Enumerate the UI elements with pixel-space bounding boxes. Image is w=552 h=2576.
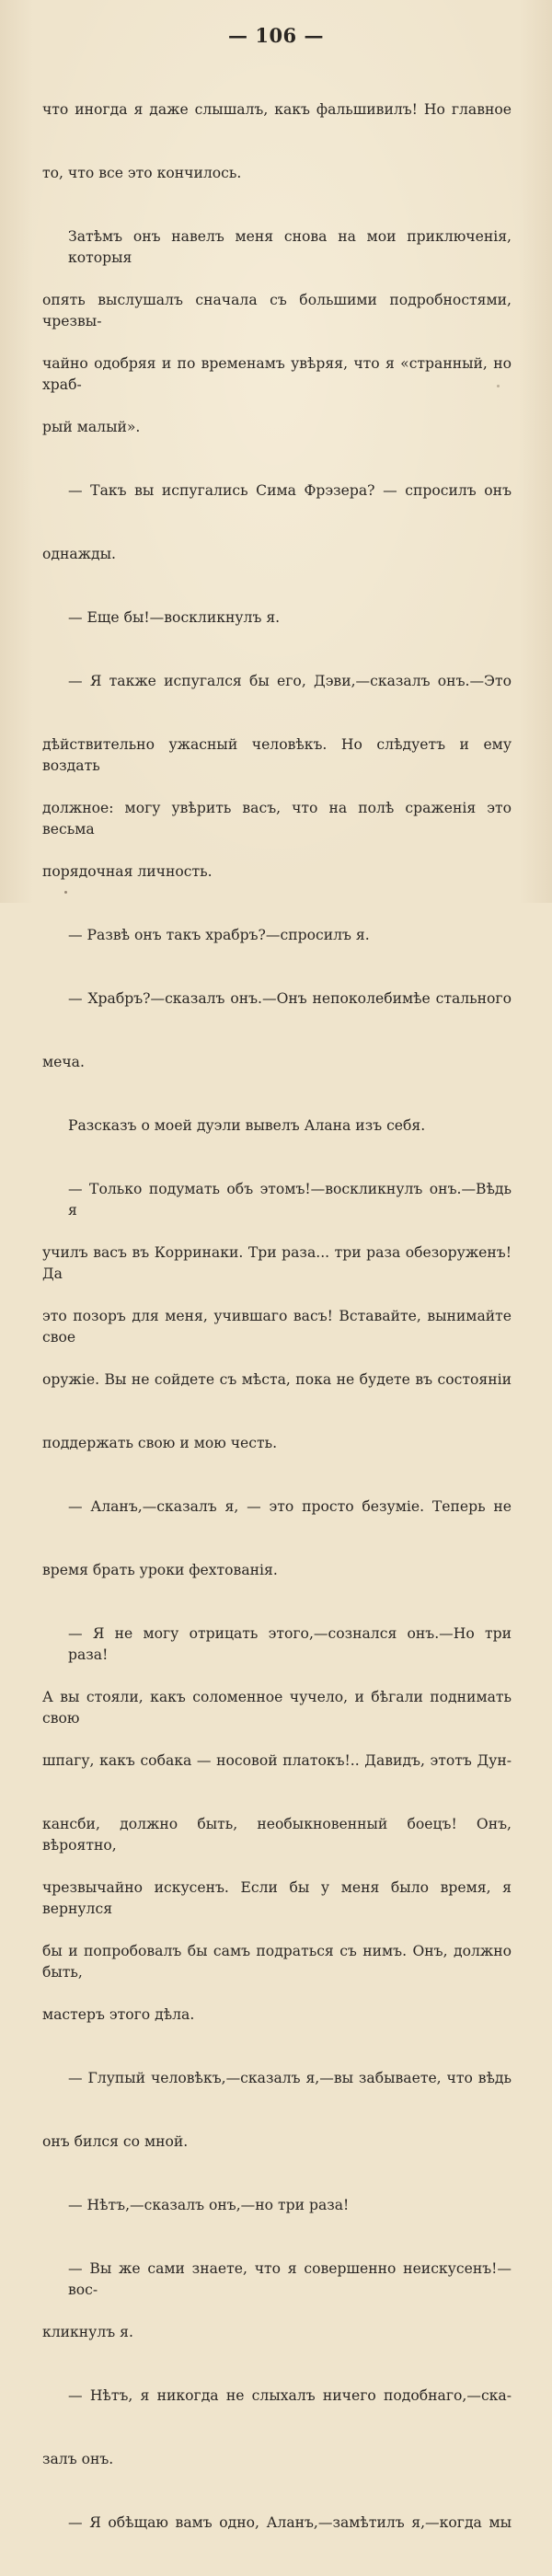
text-line: бы и попробовалъ бы самъ подраться съ нимъ. Онъ, должно быть, (42, 1943, 512, 1981)
text-line: — Нѣтъ, я никогда не слыхалъ ничего подобнаго,—ска- (68, 2387, 512, 2404)
text-line: — Я не могу отрицать этого,—сознался онъ.—Но три раза! (68, 1625, 512, 1663)
text-line: — Развѣ онъ такъ храбръ?—спросилъ я. (68, 927, 370, 943)
text-line: — Только подумать объ этомъ!—воскликнулъ онъ.—Вѣдь я (68, 1181, 512, 1219)
text-line: — Я также испугался бы его, Дэви,—сказалъ онъ.—Это (68, 673, 512, 689)
text-line: кликнулъ я. (42, 2324, 133, 2340)
text-line: — Вы же сами знаете, что я совершенно неискусенъ!—вос- (68, 2260, 512, 2298)
body-text (42, 57, 512, 2576)
text-line: — Такъ вы испугались Сима Фрэзера? — спросилъ онъ (68, 482, 512, 499)
text-line: однажды. (42, 546, 116, 562)
text-line: мастеръ этого дѣла. (42, 2006, 195, 2023)
text-line: — Нѣтъ,—сказалъ онъ,—но три раза! (68, 2197, 350, 2213)
text-line: училъ васъ въ Корринаки. Три раза... три раза обезоруженъ! Да (42, 1244, 512, 1282)
text-line: это позоръ для меня, учившаго васъ! Вставайте, вынимайте свое (42, 1308, 512, 1346)
text-line: Затѣмъ онъ навелъ меня снова на мои приключенія, которыя (68, 228, 512, 266)
text-line: чайно одобряя и по временамъ увѣряя, что я «странный, но храб- (42, 355, 512, 393)
text-line: кансби, должно быть, необыкновенный боецъ! Онъ, вѣроятно, (42, 1816, 512, 1854)
text-line: Разсказъ о моей дуэли вывелъ Алана изъ себя. (68, 1117, 426, 1134)
text-line: то, что все это кончилось. (42, 165, 242, 181)
text-line: — Храбръ?—сказалъ онъ.—Онъ непоколебимѣе стального (68, 990, 512, 1007)
text-line: — Еще бы!—воскликнулъ я. (68, 609, 281, 626)
page-number: — 106 — (228, 24, 324, 47)
text-line: поддержать свою и мою честь. (42, 1435, 278, 1451)
paper-speck (497, 385, 500, 387)
text-line: А вы стояли, какъ соломенное чучело, и бѣгали поднимать свою (42, 1689, 512, 1727)
text-line: — Я обѣщаю вамъ одно, Аланъ,—замѣтилъ я,—когда мы (68, 2514, 512, 2531)
text-line: дѣйствительно ужасный человѣкъ. Но слѣдуетъ и ему воздать (42, 736, 512, 774)
text-line: рый малый». (42, 419, 141, 435)
text-line: меча. (42, 1054, 85, 1070)
text-line: оружіе. Вы не сойдете съ мѣста, пока не будете въ состояніи (42, 1371, 512, 1388)
text-line: должное: могу увѣрить васъ, что на полѣ сраженія это весьма (42, 800, 512, 837)
text-line: что иногда я даже слышалъ, какъ фальшивилъ! Но главное (42, 101, 512, 118)
text-line: шпагу, какъ собака — носовой платокъ!.. Давидъ, этотъ Дун- (42, 1752, 512, 1769)
paper-speck (64, 891, 67, 894)
text-line: опять выслушалъ сначала съ большими подробностями, чрезвы- (42, 292, 512, 329)
text-line: — Аланъ,—сказалъ я, — это просто безуміе. Теперь не (68, 1498, 512, 1515)
text-line: порядочная личность. (42, 863, 213, 880)
text-line: залъ онъ. (42, 2451, 114, 2467)
text-line: онъ бился со мной. (42, 2133, 189, 2150)
text-line: — Глупый человѣкъ,—сказалъ я,—вы забываете, что вѣдь (68, 2070, 512, 2086)
text-line: чрезвычайно искусенъ. Если бы у меня было время, я вернулся (42, 1879, 512, 1917)
text-line: время брать уроки фехтованія. (42, 1562, 278, 1578)
